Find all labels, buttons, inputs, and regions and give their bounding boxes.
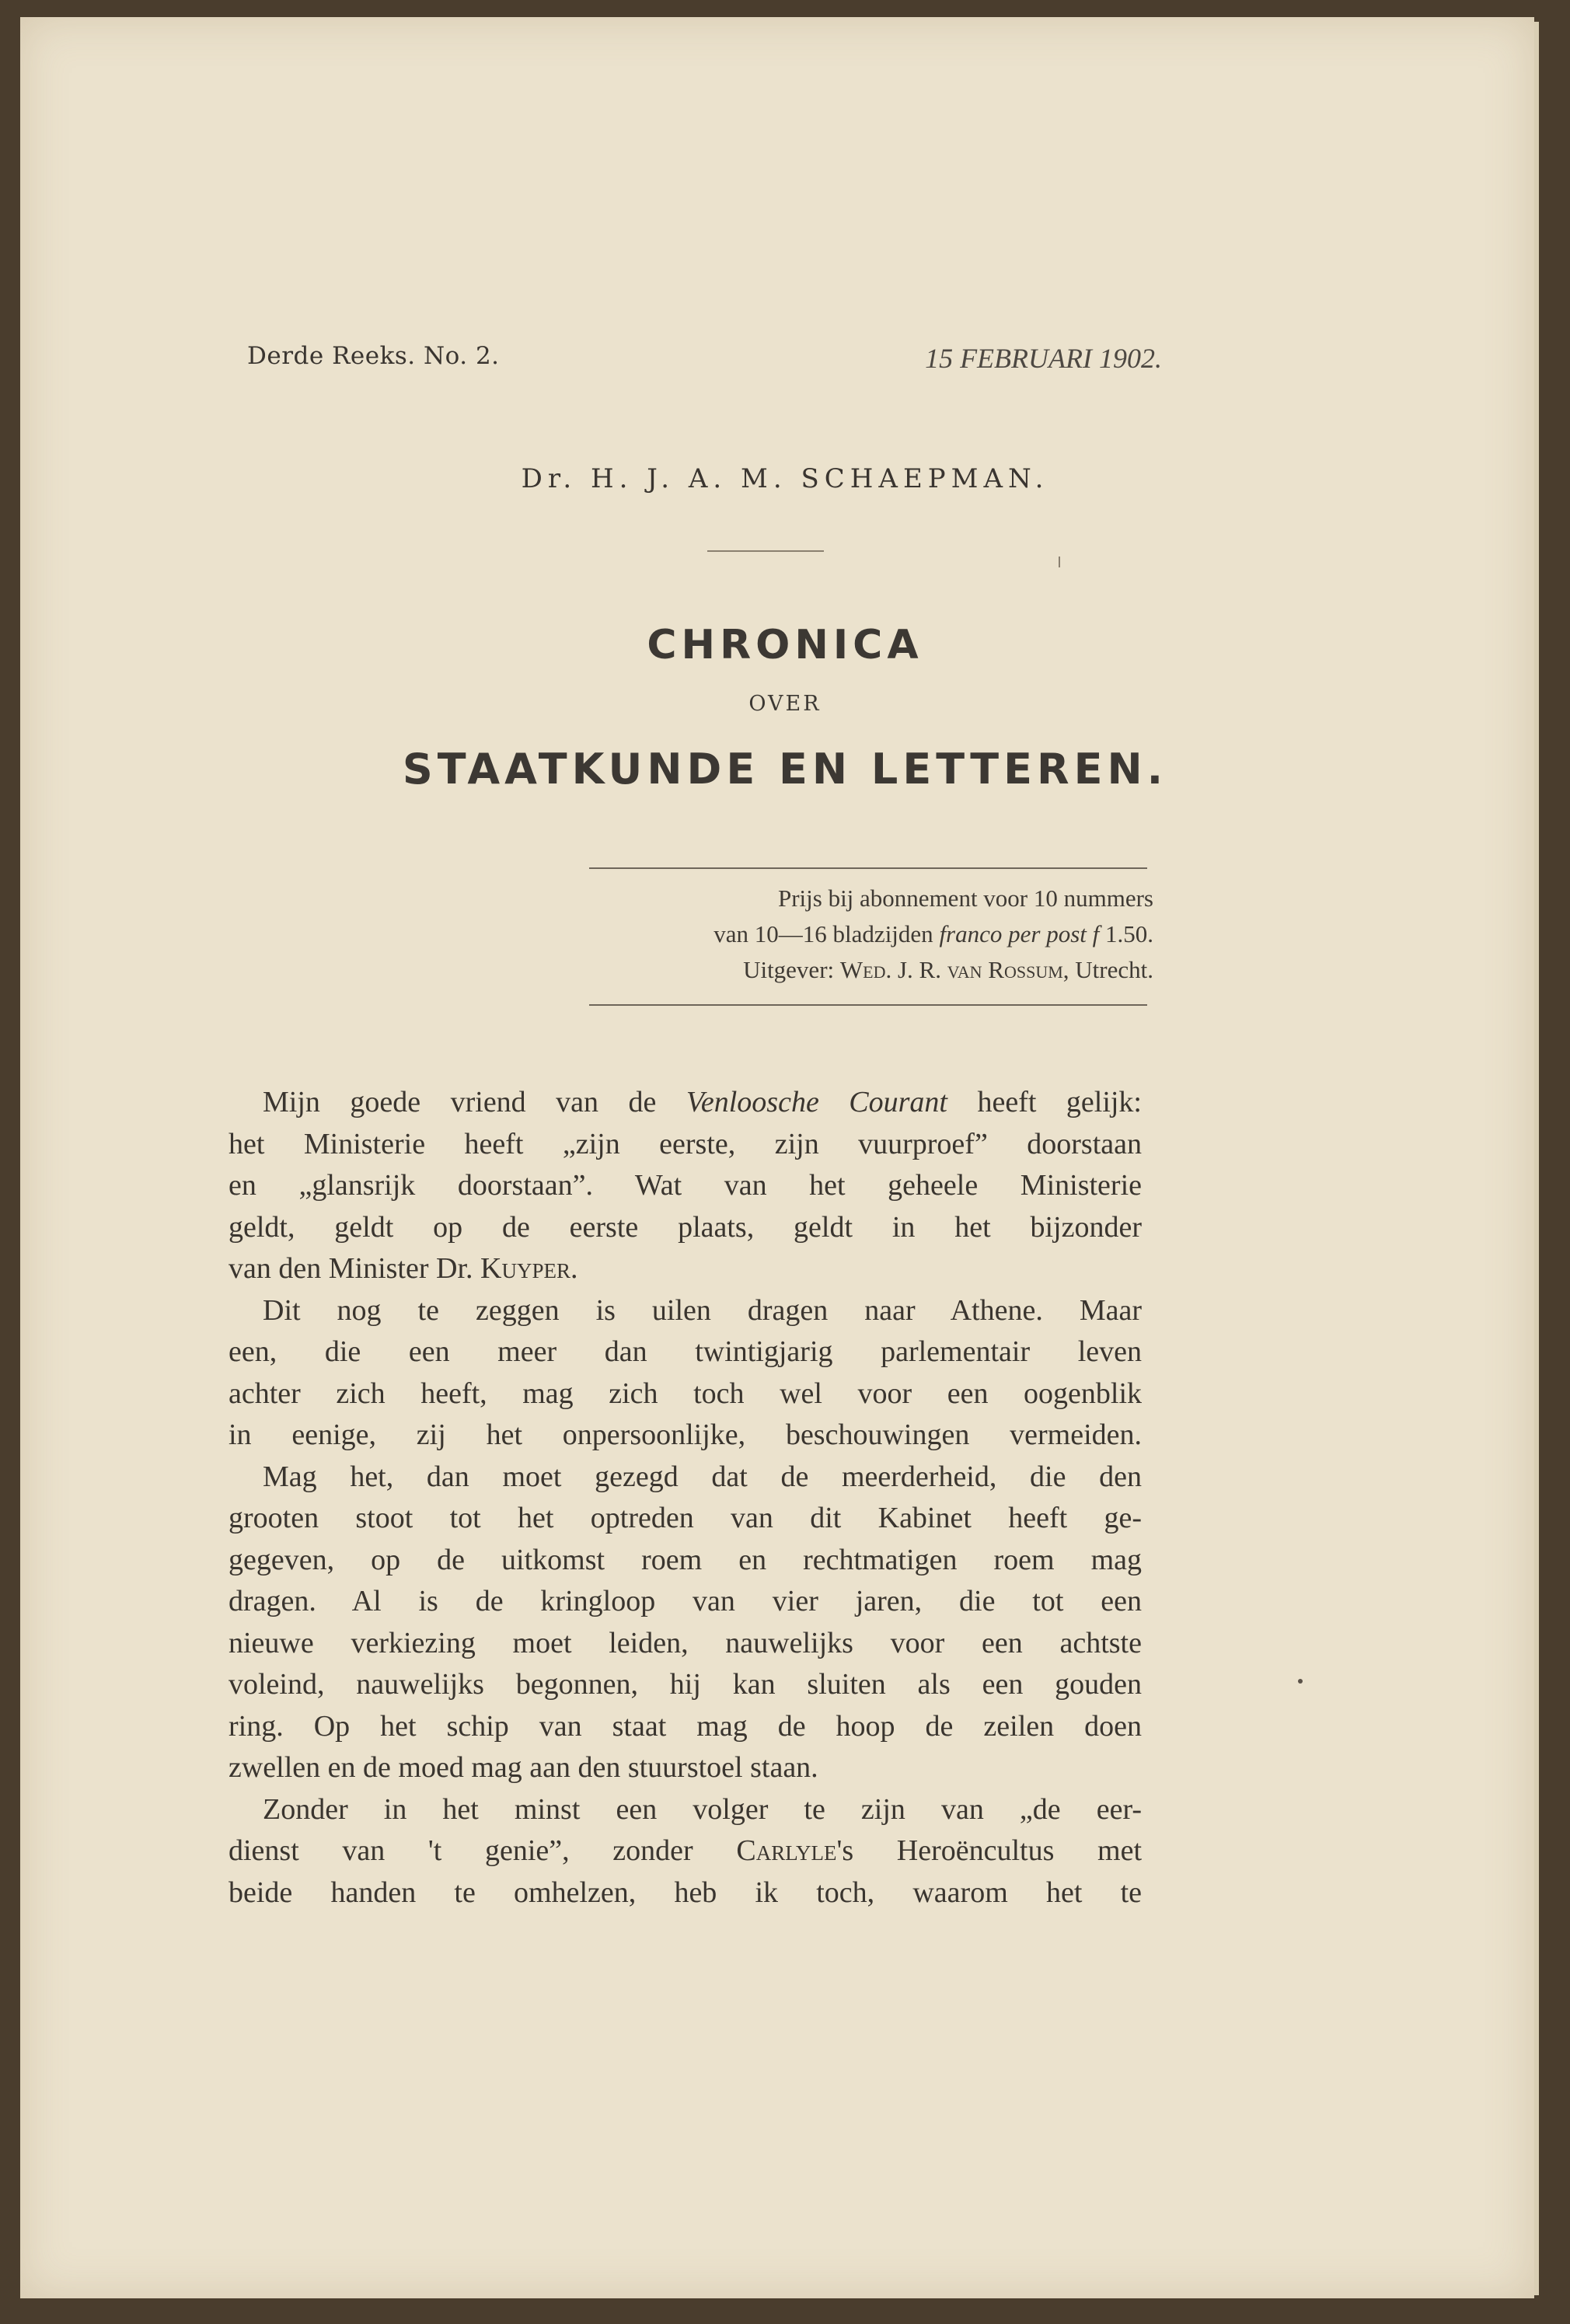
subscription-info xyxy=(713,881,1153,988)
author-name: Dr. H. J. A. M. SCHAEPMAN. xyxy=(521,463,1049,494)
title-over: OVER xyxy=(748,692,822,716)
text-line: een, die een meer dan twintigjarig parlementair leven xyxy=(229,1335,1142,1368)
text-line: Mijn goede vriend van de Venloosche Courant heeft gelijk: xyxy=(263,1086,1142,1118)
text-line: grooten stoot tot het optreden van dit Kabinet heeft ge- xyxy=(229,1502,1142,1534)
text-line: Mag het, dan moet gezegd dat de meerderheid, die den xyxy=(263,1460,1142,1493)
title-staatkunde: STAATKUNDE EN LETTEREN. xyxy=(402,745,1168,794)
text-line: het Ministerie heeft „zijn eerste, zijn vuurproef” doorstaan xyxy=(229,1127,1142,1160)
paper-mark xyxy=(1059,557,1060,567)
subscription-rule-top xyxy=(589,867,1147,869)
subscription-price: Prijs bij abonnement voor 10 nummers xyxy=(777,885,1153,912)
paper-speck xyxy=(1298,1679,1303,1684)
text-line: voleind, nauwelijks begonnen, hij kan sluiten als een gouden xyxy=(229,1668,1142,1701)
text-line: en „glansrijk doorstaan”. Wat van het geheele Ministerie xyxy=(229,1169,1142,1202)
divider-rule xyxy=(707,550,824,552)
text-line: zwellen en de moed mag aan den stuurstoel staan. xyxy=(229,1751,818,1784)
text-line: beide handen te omhelzen, heb ik toch, waarom het te xyxy=(229,1876,1142,1909)
title-chronica: CHRONICA xyxy=(647,622,923,668)
text-line: ring. Op het schip van staat mag de hoop de zeilen doen xyxy=(229,1709,1142,1743)
subscription-rule-bottom xyxy=(589,1004,1147,1006)
text-line: Dit nog te zeggen is uilen dragen naar Athene. Maar xyxy=(263,1293,1142,1327)
text-line: nieuwe verkiezing moet leiden, nauwelijks voor een achtste xyxy=(229,1626,1142,1659)
subscription-publisher: Uitgever: Wed. J. R. van Rossum, Utrecht. xyxy=(743,956,1153,983)
series-number: Derde Reeks. No. 2. xyxy=(247,342,500,370)
text-line: geldt, geldt op de eerste plaats, geldt in het bijzonder xyxy=(229,1210,1142,1244)
text-line: achter zich heeft, mag zich toch wel voor een oogenblik xyxy=(229,1377,1142,1410)
subscription-pages: van 10—16 bladzijden franco per post f 1.50. xyxy=(713,920,1153,947)
text-line: dragen. Al is de kringloop van vier jaren, die tot een xyxy=(229,1585,1142,1617)
article-body xyxy=(229,1082,1142,1914)
text-line: Zonder in het minst een volger te zijn van „de eer- xyxy=(263,1792,1142,1826)
text-line: gegeven, op de uitkomst roem en rechtmatigen roem mag xyxy=(229,1543,1142,1576)
text-line: dienst van 't genie”, zonder Carlyle's Heroëncultus met xyxy=(229,1834,1142,1867)
text-line: van den Minister Dr. Kuyper. xyxy=(229,1252,578,1285)
issue-date: 15 FEBRUARI 1902. xyxy=(925,343,1162,374)
text-line: in eenige, zij het onpersoonlijke, beschouwingen vermeiden. xyxy=(229,1418,1142,1451)
